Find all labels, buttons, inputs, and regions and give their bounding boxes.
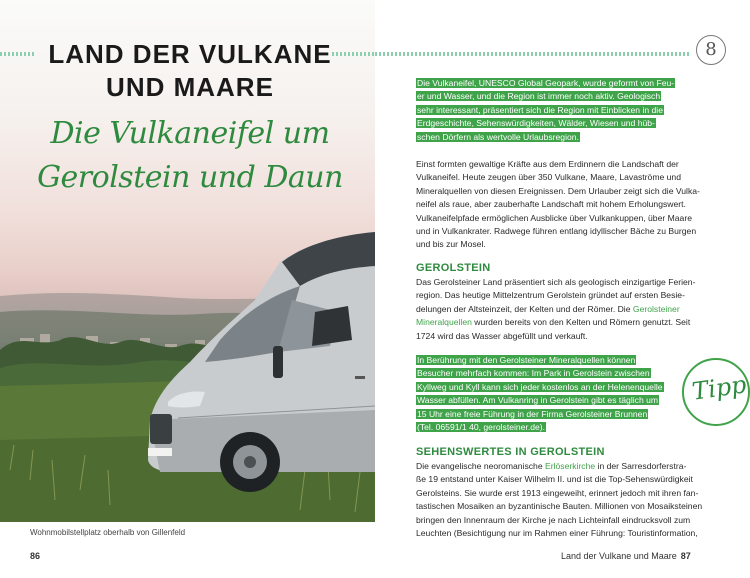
- text-line: [416, 303, 721, 316]
- text-line: bringen den Innenraum der Kirche je nach Lichteinfall eindrucksvoll zum: [416, 514, 691, 525]
- highlight-term: Mineralquellen: [416, 317, 472, 328]
- script-line-1: Die Vulkaneifel um: [50, 116, 330, 151]
- script-subtitle: [30, 112, 350, 200]
- tip-line: Wasser abfüllen. Am Vulkanring in Gerolstein gibt es täglich um: [417, 395, 659, 406]
- paragraph-gerolstein: [416, 276, 721, 343]
- tip-line: (Tel. 06591/1 40, gerolsteiner.de).: [417, 422, 546, 433]
- text-line: Leuchten (Besichtigung nur im Rahmen einer Führung: Touristinformation,: [416, 528, 698, 539]
- text-line: Einst formten gewaltige Kräfte aus dem Erdinnern die Landschaft der: [416, 159, 679, 169]
- heading-gerolstein: GEROLSTEIN: [416, 262, 491, 274]
- intro-line: er und Wasser, und die Region ist immer noch aktiv. Geologisch: [417, 91, 661, 102]
- text-line: region. Das heutige Mittelzentrum Gerolstein gründet auf ersten Besie-: [416, 290, 685, 301]
- paragraph-vulkaneifel: [416, 158, 721, 252]
- text-line: Vulkaneifel. Heute zeugen über 350 Vulkane, Maare, Lavaströme und: [416, 172, 681, 183]
- title-rule-left: [0, 52, 34, 56]
- right-page: [375, 0, 750, 578]
- text-line: und bis zur Mosel.: [416, 239, 486, 250]
- intro-line: sehr interessant, präsentiert sich die Region mit Einblicken in die: [417, 104, 664, 115]
- text-line: [416, 460, 721, 473]
- chapter-number-badge: 8: [696, 35, 726, 65]
- text-line: Mineralquellen von diesen Ereignissen. Dem Urlauber zeigt sich die Vulka-: [416, 185, 700, 196]
- text-line: Gerolsteins. Sie wurde erst 1913 eingeweiht, erinnert jedoch mit ihren fan-: [416, 487, 699, 498]
- text-run: Die evangelische neoromanische: [416, 461, 545, 471]
- photo-caption: Wohnmobilstellplatz oberhalb von Gillenfeld: [30, 528, 186, 537]
- intro-line: Erdgeschichte, Sehenswürdigkeiten, Wälder, Wiesen und hüb-: [417, 118, 655, 129]
- text-line: 1724 wird das Wasser abgefüllt und verkauft.: [416, 330, 588, 341]
- footer-title: Land der Vulkane und Maare: [561, 551, 677, 561]
- page-number-right: 87: [680, 551, 691, 561]
- text-line: Das Gerolsteiner Land präsentiert sich als geologisch einzigartige Ferien-: [416, 277, 696, 287]
- page-number-left: 86: [30, 551, 41, 561]
- intro-line: schen Dörfern als wertvolle Urlaubsregion.: [417, 131, 579, 142]
- header-rule: [375, 52, 691, 56]
- title-line-2: UND MAARE: [106, 72, 274, 102]
- intro-highlight: [416, 77, 721, 144]
- text-run: delungen der Altsteinzeit, der Kelten und der Römer. Die: [416, 303, 633, 314]
- text-line: tastischen Mosaiken an byzantinische Bauten. Millionen von Mosaiksteinen: [416, 501, 703, 512]
- text-run: wurden bereits von den Kelten und Römern genutzt. Seit: [471, 317, 691, 328]
- tipp-label: Tipp: [690, 370, 749, 406]
- highlight-term: Erlöserkirche: [544, 461, 596, 471]
- title-rule-right: [332, 52, 375, 56]
- text-line: Vulkaneifelpfade ermöglichen Ausblicke über Vulkankuppen, über Maare: [416, 212, 692, 223]
- title-line-1: LAND DER VULKANE: [48, 39, 332, 69]
- page-footer: [561, 551, 691, 561]
- text-line: neifel als raue, aber zauberhafte Landschaft mit hohem Erholungswert.: [416, 199, 686, 210]
- paragraph-erloeserkirche: [416, 460, 721, 540]
- tip-line: Kyllweg und Kyll kann sich jeder kostenlos an der Helenenquelle: [417, 381, 663, 392]
- text-line: und in Vulkankrater. Radwege führen entlang idyllischer Bäche zu Burgen: [416, 226, 697, 237]
- tip-line: Besucher mehrfach kommen: Im Park in Gerolstein zwischen: [417, 368, 650, 379]
- tip-highlight: [416, 354, 681, 434]
- text-line: ße 19 entstand unter Kaiser Wilhelm II. und ist die Top-Sehenswürdigkeit: [416, 474, 693, 485]
- text-line: [416, 316, 721, 329]
- text-run: in der Sarresdorferstra-: [595, 461, 687, 471]
- tip-line: In Berührung mit den Gerolsteiner Mineralquellen können: [417, 355, 636, 365]
- heading-sehenswertes: SEHENSWERTES IN GEROLSTEIN: [416, 446, 605, 458]
- script-line-2: Gerolstein und Daun: [37, 160, 343, 195]
- tipp-badge: [682, 358, 750, 426]
- page-title: [40, 38, 340, 104]
- tip-line: 15 Uhr eine freie Führung in der Firma Gerolsteiner Brunnen: [417, 408, 648, 419]
- intro-line: Die Vulkaneifel, UNESCO Global Geopark, wurde geformt von Feu-: [417, 78, 675, 88]
- highlight-term: Gerolsteiner: [632, 303, 680, 314]
